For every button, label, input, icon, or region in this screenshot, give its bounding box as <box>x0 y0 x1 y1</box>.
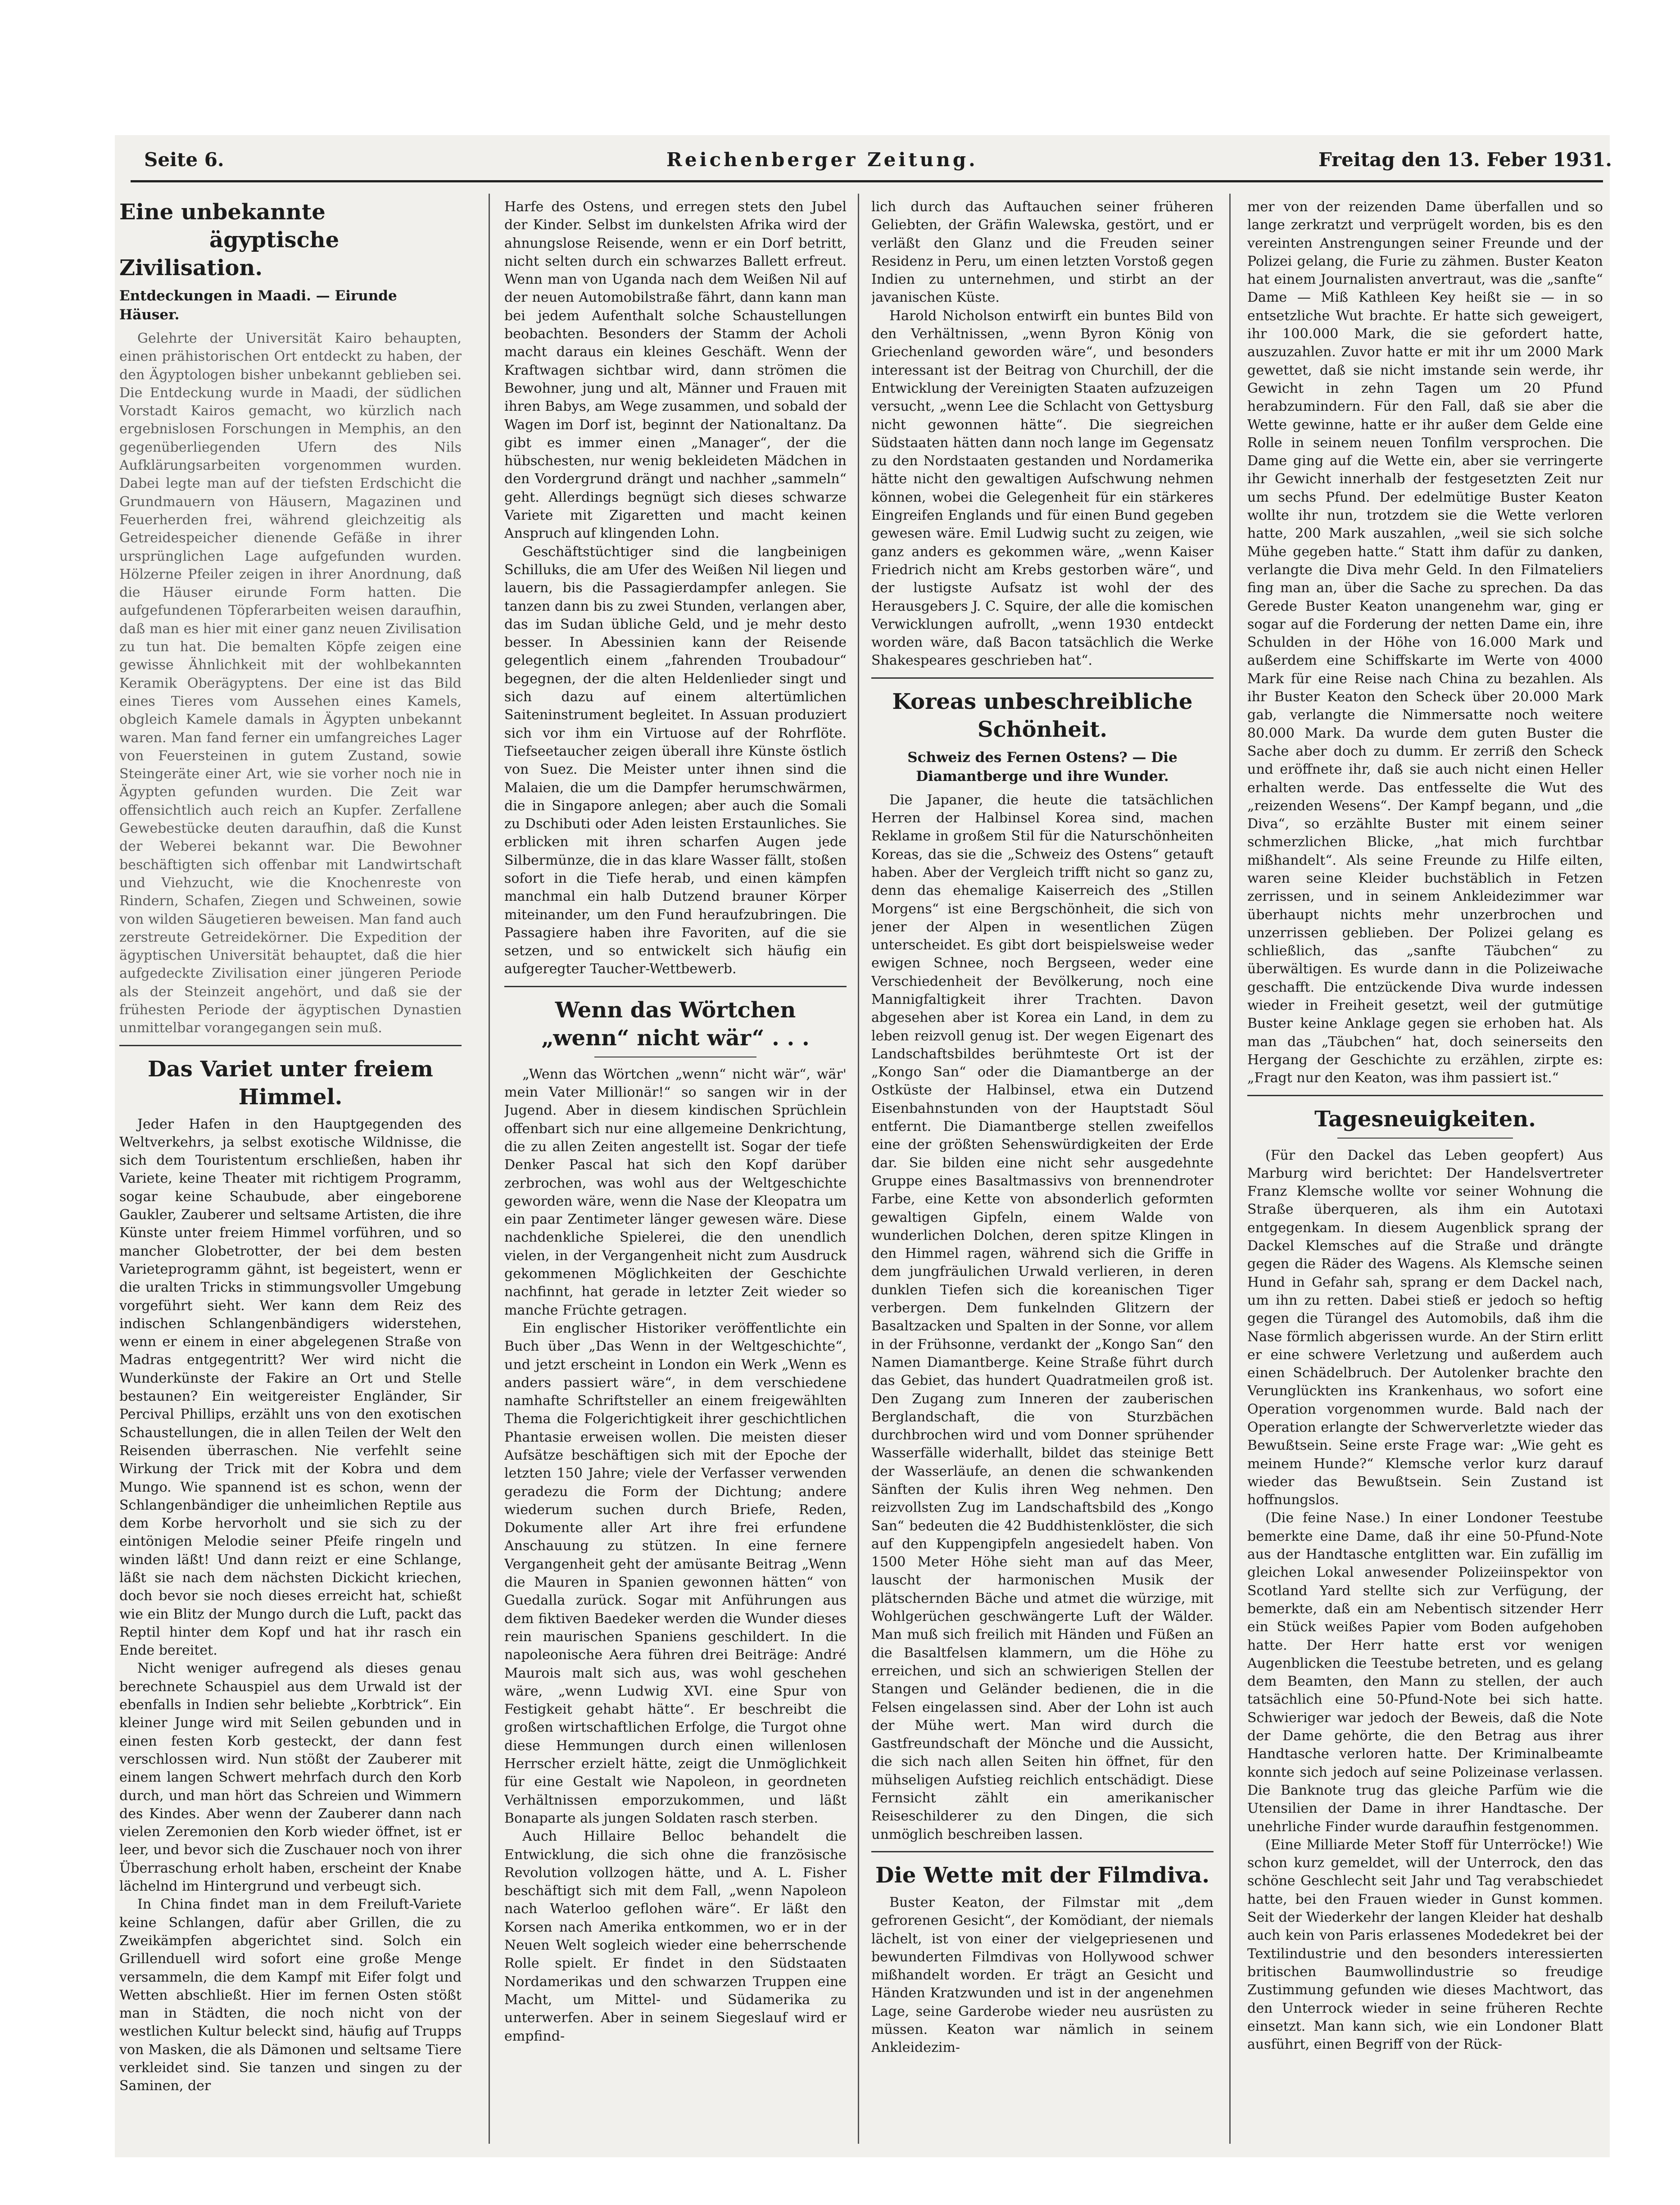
article-title-variet: Das Variet unter freiem Himmel. <box>148 1056 433 1110</box>
page-number: Seite 6. <box>144 149 224 171</box>
article-title-line: Eine unbekannte <box>119 200 326 225</box>
article-paragraph: Geschäftstüchtiger sind die langbeinigen Schilluks, die am Ufer des Weißen Nil liegen und lauern, bis die Passagierdampfer anlegen. Sie tanzen dann bis zu zwei Stunden, verlangen aber, das im Sudan übliche Geld, und je mehr desto besser. In Abessinien kann der Reisende gelegentlich einem „fahrenden Troubadour“ begegnen, der die alten Heldenlieder singt und sich dazu auf einem altertümlichen Saiteninstrument begleitet. In Assuan produziert sich vor ihm ein Virtuose auf der Rohrflöte. Tiefseetaucher zeigen überall ihre Künste östlich von Suez. Die Meister unter ihnen sind die Malaien, die um die Dampfer herumschwärmen, die in Singapore anlegen; aber auch die Somali zu Dschibuti oder Aden leisten Erstaunliches. Sie erblicken mit ihren scharfen Augen jede Silbermünze, die in das klare Wasser fällt, stoßen sofort in die Tiefe herab, und einen kämpfen manchmal ein halb Dutzend brauner Körper miteinander, um den Fund heraufzubringen. Die Passagiere haben ihre Favoriten, auf die sie setzen, und so entwickelt sich häufig ein aufgeregter Taucher-Wettbewerb. <box>504 544 847 977</box>
page-header <box>144 149 1612 176</box>
article-paragraph: Harold Nicholson entwirft ein buntes Bild von den Verhältnissen, „wenn Byron König von Griechenland geworden wäre“, und besonders interessant ist der Beitrag von Churchill, der die Entwicklung der Vereinigten Staaten aufzuzeigen versucht, „wenn Lee die Schlacht von Gettysburg nicht gewonnen hätte“. Die siegreichen Südstaaten hätten dann noch lange im Gegensatz zu den Nordstaaten gestanden und Nordamerika hätte nicht den gewaltigen Aufschwung nehmen können, wobei die Gelegenheit für ein stärkeres Eingreifen Englands und für einen Bund gegeben gewesen wäre. Emil Ludwig sucht zu zeigen, wie ganz anders es gekommen wäre, „wenn Kaiser Friedrich nicht am Krebs gestorben wäre“, und der lustigste Aufsatz ist wohl der des Herausgebers J. C. Squire, der alle die komischen Verwicklungen aufrollt, „wenn 1930 entdeckt worden wäre, daß Bacon tatsächlich die Werke Shakespeares geschrieben hat“. <box>871 308 1214 669</box>
article-paragraph: Gelehrte der Universität Kairo behaupten, einen prähistorischen Ort entdeckt zu haben, der den Ägyptologen bisher unbekannt geblieben sei. Die Entdeckung wurde in Maadi, der südlichen Vorstadt Kairos gemacht, wo kürzlich nach ergebnislosen Forschungen in Memphis, an den gegenüberliegenden Ufern des Nils Aufklärungsarbeiten vorgenommen wurden. Dabei legte man auf der tiefsten Erdschicht die Grundmauern von Häusern, Magazinen und Feuerherden frei, während gleichzeitig als Getreidespeicher dienende Gefäße in ihrer ursprünglichen Lage aufgefunden wurden. Hölzerne Pfeiler zeigen in ihrer Anordnung, daß die Häuser eirunde Form hatten. Die aufgefundenen Töpferarbeiten weisen daraufhin, daß man es hier mit einer ganz neuen Zivilisation zu tun hat. Die bemalten Köpfe zeigen eine gewisse Ähnlichkeit mit der wohlbekannten Keramik Oberägyptens. Der eine ist das Bild eines Tieres vom Aussehen eines Kamels, obgleich Kamele damals in Ägypten unbekannt waren. Man fand ferner ein umfangreiches Lager von Feuersteinen in gutem Zustand, sowie Steingeräte einer Art, wie sie vorher noch nie in Ägypten gefunden wurden. Die Zeit war offensichtlich auch reich an Kupfer. Zerfallene Gewebestücke deuten daraufhin, daß die Kunst der Weberei bekannt war. Die Bewohner beschäftigten sich offenbar mit Landwirtschaft und Viehzucht, wie die Knochenreste von Rindern, Schafen, Ziegen und Schweinen, sowie von wilden Säugetieren beweisen. Man fand auch zerstreute Getreidekörner. Die Expedition der ägyptischen Universität behauptet, daß die hier aufgedeckte Zivilisation einer jüngeren Periode als der Steinzeit angehört, und daß sie der frühesten Periode der ägyptischen Dynastien unmittelbar vorangegangen sein muß. <box>119 331 462 1036</box>
title-underline <box>1337 1138 1513 1139</box>
article-woertchen-continued <box>871 198 1214 670</box>
column-2 <box>504 198 847 2144</box>
article-paragraph: Ein englischer Historiker veröffentlichte ein Buch über „Das Wenn in der Weltgeschichte“, und jetzt erscheint in London ein Werk „Wenn es anders passiert wäre“, in dem verschiedene namhafte Schriftsteller an einem freigewählten Thema die Folgerichtigkeit ihrer geschichtlichen Phantasie erweisen wollen. Die meisten dieser Aufsätze beschäftigen sich mit der Epoche der letzten 150 Jahre; viele der Verfasser verwenden geradezu die Form der Dichtung; andere wiederum suchen durch Briefe, Reden, Dokumente aller Art ihre frei erfundene Anschauung zu stützen. In eine fernere Vergangenheit geht der amüsante Beitrag „Wenn die Mauren in Spanien gewonnen hätten“ von Guedalla zurück. Sogar mit Anführungen aus dem fiktiven Baedeker werden die Wunder dieses rein maurischen Spaniens geschildert. In die napoleonische Aera führen drei Beiträge: André Maurois malt sich aus, was wohl geschehen wäre, „wenn Ludwig XVI. eine Spur von Festigkeit gehabt hätte“. Er beschreibt die großen wirtschaftlichen Erfolge, die Turgot ohne diese Hemmungen durch einen willenlosen Herrscher erzielt hätte, zeigt die Unmöglichkeit für eine Gestalt wie Napoleon, in geordneten Verhältnissen emporzukommen, und läßt Bonaparte als jungen Soldaten rasch sterben. <box>504 1320 847 1826</box>
column-divider <box>858 194 859 2144</box>
column-3 <box>871 198 1214 2144</box>
article-title-aegypten <box>119 198 462 282</box>
column-divider <box>489 194 490 2144</box>
article-paragraph: mer von der reizenden Dame überfallen und so lange zerkratzt und verprügelt worden, bis es den vereinten Anstrengungen seiner Freunde und der Polizei gelang, die Furie zu zähmen. Buster Keaton hat einem Journalisten anvertraut, was die „sanfte“ Dame — Miß Kathleen Key heißt sie — in so entsetzliche Wut brachte. Er hatte sich geweigert, ihr 100.000 Mark, die sie gefordert hatte, auszuzahlen. Zuvor hatte er mit ihr um 2000 Mark gewettet, daß sie nicht imstande sein werde, ihr Gewicht in zehn Tagen um 20 Pfund herabzumindern. Für den Fall, daß sie aber die Wette gewinne, hatte er ihr außer dem Gelde eine Rolle in seinem neuen Tonfilm versprochen. Die Dame ging auf die Wette ein, aber sie verringerte ihr Gewicht innerhalb der festgesetzten Zeit nur um sechs Pfund. Der edelmütige Buster Keaton wollte ihr nun, trotzdem sie die Wette verloren hatte, 200 Mark auszahlen, „weil sie sich solche Mühe gegeben hatte.“ Statt ihm dafür zu danken, verlangte die Diva mehr Geld. In den Filmateliers fing man an, über die Sache zu sprechen. Da das Gerede Buster Keaton unangenehm war, ging er sogar auf die Forderung der netten Dame ein, ihre Schulden in der Höhe von 16.000 Mark und außerdem eine Schiffskarte im Werte von 4000 Mark für eine Reise nach China zu bezahlen. Als ihr Buster Keaton den Scheck über 20.000 Mark gab, verlangte die Nimmersatte noch weitere 80.000 Mark. Da wurde dem guten Buster die Sache aber doch zu dumm. Er zerriß den Scheck und eröffnete ihr, daß sie auch nicht einen Heller erhalten werde. Das entfesselte die Wut des „reizenden Wesens“. Der Kampf begann, und „die Diva“, so erzählte Buster mit einem seiner schmerzlichen Blicke, „hat mich furchtbar mißhandelt“. Als seine Freunde zu Hilfe eilten, waren seine Kleider buchstäblich in Fetzen zerrissen, und in seinem Ankleidezimmer war überhaupt nichts mehr unzerbrochen und unzerrissen geblieben. Der Polizei gelang es schließlich, das „sanfte Täubchen“ zu überwältigen. Es wurde dann in die Polizeiwache geschafft. Die entzückende Diva wurde indessen wieder in Freiheit gesetzt, weil der gutmütige Buster keine Anklage gegen sie erhoben hat. Als man das „Täubchen“ hat, doch seinerseits den Hergang der Geschichte zu erzählen, zirpte es: „Fragt nur den Keaton, was ihm passiert ist.“ <box>1247 199 1603 1086</box>
article-title-line: Wenn das Wörtchen <box>555 997 796 1023</box>
article-title-line: „wenn“ nicht wär“ . . . <box>541 1025 810 1051</box>
news-item: (Für den Dackel das Leben geopfert) Aus Marburg wird berichtet: Der Handelsvertreter Franz Klemsche wollte vor seiner Wohnung die Straße überqueren, als ihm ein Autotaxi entgegenkam. In diesem Augenblick sprang der Dackel Klemsches auf die Straße und drängte gegen die Räder des Wagens. Als Klemsche seinen Hund in Gefahr sah, sprang er dem Dackel nach, um ihn zu retten. Dabei stieß er jedoch so heftig gegen die Türangel des Automobils, daß ihm die Nase förmlich abgerissen wurde. An der Stirn erlitt er eine schwere Verletzung und außerdem auch einen Schädelbruch. Der Autolenker brachte den Verunglückten ins Krankenhaus, wo sofort eine Operation vorgenommen wurde. Bald nach der Operation erlangte der Schwerverletzte wieder das Bewußtsein. Seine erste Frage war: „Wie geht es meinem Hunde?“ Klemsche verlor kurz darauf wieder das Bewußtsein. Sein Zustand ist hoffnungslos. <box>1247 1147 1603 1508</box>
article-wette <box>871 1861 1214 2057</box>
article-paragraph: „Wenn das Wörtchen „wenn“ nicht wär“, wär' mein Vater Millionär!“ so sangen wir in der Jugend. Aber in diesem kindischen Sprüchlein offenbart sich nur eine allgemeine Denkrichtung, die zu allen Zeiten angestellt ist. Sogar der tiefe Denker Pascal hat sich den Kopf darüber zerbrochen, was wohl aus der Weltgeschichte geworden wäre, wenn die Nase der Kleopatra um ein paar Zentimeter länger gewesen wäre. Diese nachdenkliche Spielerei, die den unendlich vielen, in der Vergangenheit nicht zum Ausdruck gekommenen Möglichkeiten der Geschichte nachfinnt, hat gerade in letzter Zeit wieder so manche Früchte getragen. <box>504 1066 847 1318</box>
news-item: (Die feine Nase.) In einer Londoner Teestube bemerkte eine Dame, daß ihr eine 50-Pfund-Note aus der Handtasche entglitten war. Ein zufällig im gleichen Lokal anwesender Polizeiinspektor von Scotland Yard stellte sich zur Verfügung, der bemerkte, daß ein am Nebentisch sitzender Herr ein Stück weißes Papier vom Boden aufgehoben hatte. Der Herr hatte erst vor wenigen Augenblicken die Teestube betreten, und es gelang dem Beamten, den Mann zu stellen, der auch tatsächlich eine 50-Pfund-Note bei sich hatte. Schwieriger war jedoch der Beweis, daß die Note der Dame gehörte, die den Betrag aus ihrer Handtasche verloren hatte. Der Kriminalbeamte konnte sich jedoch auf seine Polizeinase verlassen. Die Banknote trug das gleiche Parfüm wie die Utensilien der Dame in ihrer Handtasche. Der unehrliche Finder wurde daraufhin festgenommen. <box>1247 1510 1603 1835</box>
article-paragraph: In China findet man in dem Freiluft-Variete keine Schlangen, dafür aber Grillen, die zu Zweikämpfen abgerichtet sind. Solch ein Grillenduell wird sofort eine große Menge versammeln, die dem Kampf mit Eifer folgt und Wetten abschließt. Hier im fernen Osten stößt man in Städten, die noch nicht von der westlichen Kultur beleckt sind, häufig auf Trupps von Masken, die als Dämonen und seltsame Tiere verkleidet sind. Sie tanzen und singen zu der Saminen, der <box>119 1896 462 2094</box>
article-title-tagesneuigkeiten: Tagesneuigkeiten. <box>1314 1106 1536 1132</box>
article-subtitle: Entdeckungen in Maadi. — Eirunde Häuser. <box>119 288 397 323</box>
newspaper-title: Reichenberger Zeitung. <box>666 149 978 171</box>
article-paragraph: Jeder Hafen in den Hauptgegenden des Weltverkehrs, ja selbst exotische Wildnisse, die sich dem Touristentum erschließen, haben ihr Variete, keine Theater mit richtigem Programm, sogar keine Schaubude, aber eingeborene Gaukler, Zauberer und seltsame Artisten, die ihre Künste unter freiem Himmel vorführen, und so mancher Globetrotter, der bei dem besten Varieteprogramm gähnt, ist begeistert, wenn er die uralten Tricks in stimmungsvoller Umgebung vorgeführt sieht. Wer kann dem Reiz des indischen Schlangenbändigers widerstehen, wenn er einem in einer abgelegenen Straße von Madras entgegentritt? Wer wird nicht die Wunderkünste der Fakire an Ort und Stelle bestaunen? Ein weitgereister Engländer, Sir Percival Phillips, erzählt uns von den exotischen Schaustellungen, die in allen Teilen der Welt den Reisenden überraschen. Nie verfehlt seine Wirkung der Trick mit der Kobra und dem Mungo. Wie spannend ist es schon, wenn der Schlangenbändiger die unheimlichen Reptile aus dem Korbe hervorholt und sie sich zu der eintönigen Melodie seiner Pfeife ringeln und winden läßt! Und dann reizt er eine Schlange, läßt sie nach dem nächsten Dickicht kriechen, doch bevor sie noch dieses erreicht hat, schießt wie ein Blitz der Mungo durch die Luft, packt das Reptil hinter dem Kopf und hat ihr rasch ein Ende bereitet. <box>119 1116 462 1659</box>
article-paragraph: Nicht weniger aufregend als dieses genau berechnete Schauspiel aus dem Urwald ist der ebenfalls in Indien sehr beliebte „Korbtrick“. Ein kleiner Junge wird mit Seilen gebunden und in einen festen Korb gesteckt, der dann fest verschlossen wird. Nun stößt der Zauberer mit einem langen Schwert mehrfach durch den Korb durch, und man hört das Schreien und Wimmern des Kindes. Aber wenn der Zauberer dann nach vielen Zeremonien den Korb wieder öffnet, ist er leer, und bevor sich die Zuschauer noch von ihrer Überraschung erholt haben, erscheint der Knabe lächelnd im Hintergrund und verbeugt sich. <box>119 1661 462 1895</box>
issue-date: Freitag den 13. Feber 1931. <box>1318 149 1612 171</box>
article-separator <box>1247 1095 1603 1096</box>
article-subtitle-line: Schweiz des Fernen Ostens? — Die <box>907 749 1177 766</box>
column-1 <box>119 198 462 2144</box>
article-separator <box>871 677 1214 679</box>
article-paragraph: lich durch das Auftauchen seiner früheren Geliebten, der Gräfin Walewska, gestört, und er verläßt den Glanz und die Freuden seiner Residenz in Peru, um einen letzten Vorstoß gegen Indien zu unternehmen, und stirbt an der javanischen Küste. <box>871 199 1214 306</box>
article-title-woertchen <box>504 996 847 1052</box>
column-divider <box>1229 194 1231 2144</box>
article-paragraph: Buster Keaton, der Filmstar mit „dem gefrorenen Gesicht“, der Komödiant, der niemals lächelt, ist von einer der vielgepriesenen und bewunderten Filmdivas von Hollywood schwer mißhandelt worden. Er trägt an Gesicht und Händen Kratzwunden und ist in der angenehmen Lage, seine Garderobe wieder neu ausrüsten zu müssen. Keaton war nämlich in seinem Ankleidezim- <box>871 1894 1214 2056</box>
article-paragraph: Auch Hillaire Belloc behandelt die Entwicklung, die sich ohne die französische Revolution vollzogen hätte, und A. L. Fisher beschäftigt sich mit dem Fall, „wenn Napoleon nach Waterloo geflohen wäre“. Er läßt den Korsen nach Amerika entkommen, wo er in der Neuen Welt sogleich wieder eine beherrschende Rolle spielt. Er findet in den Südstaaten Nordamerikas und den schwarzen Truppen eine Macht, um Mittel- und Südamerika zu unterwerfen. Aber in seinem Siegeslauf wird er empfind- <box>504 1828 847 2044</box>
article-title-korea: Koreas unbeschreibliche Schönheit. <box>892 689 1193 742</box>
article-variet-continued <box>504 198 847 979</box>
article-separator <box>871 1851 1214 1852</box>
article-separator <box>119 1045 462 1046</box>
header-rule <box>131 180 1603 182</box>
article-tagesneuigkeiten <box>1247 1105 1603 2054</box>
article-subtitle-line: Diamantberge und ihre Wunder. <box>916 768 1169 785</box>
article-aegypten <box>119 198 462 1038</box>
article-variet <box>119 1055 462 2096</box>
article-korea <box>871 688 1214 1844</box>
article-paragraph: Die Japaner, die heute die tatsächlichen Herren der Halbinsel Korea sind, machen Reklame in großem Stil für die Naturschönheiten Koreas, das sie die „Schweiz des Ostens“ getauft haben. Aber der Vergleich trifft nicht so ganz zu, denn das ehemalige Kaiserreich des „Stillen Morgens“ ist eine Bergschönheit, die sich von jener der Alpen in wesentlichen Zügen unterscheidet. Es gibt dort beispielsweise weder ewigen Schnee, noch Bergseen, weder eine Verschiedenheit der Bevölkerung, noch eine Mannigfaltigkeit ihrer Trachten. Davon abgesehen aber ist Korea ein Land, in dem zu leben reizvoll genug ist. Der wegen Eigenart des Landschaftsbildes berühmteste Ort ist der „Kongo San“ oder die Diamantberge an der Ostküste der Halbinsel, etwa ein Dutzend Eisenbahnstunden von der Hauptstadt Söul entfernt. Die Diamantberge stellen zweifellos eine der größten Sehenswürdigkeiten der Erde dar. Sie bilden eine nicht sehr ausgedehnte Gruppe eines Basaltmassivs von brennendroter Farbe, eine Kette von absonderlich geformten gewaltigen Gipfeln, einem Walde von wunderlichen Dolchen, deren spitze Klingen in den Himmel ragen, während sich die Griffe in dem jungfräulichen Urwald verlieren, in deren dunklen Tiefen sich die koreanischen Tiger verbergen. Dem funkelnden Glitzern der Basaltzacken und Spalten in der Sonne, vor allem in der Frühsonne, verdankt der „Kongo San“ den Namen Diamantberge. Keine Straße führt durch das Gebiet, das hundert Quadratmeilen groß ist. Den Zugang zum Inneren der zauberischen Berglandschaft, die von Sturzbächen durchbrochen wird und vom Donner sprühender Wasserfälle widerhallt, bildet das steinige Bett der Wasserläufe, an denen die schwankenden Sänften der Kulis ihren Weg nehmen. Den reizvollsten Zug im Landschaftsbild des „Kongo San“ bedeuten die 42 Buddhistenklöster, die sich auf den Kuppengipfeln angesiedelt haben. Von 1500 Meter Höhe sieht man auf das Meer, lauscht der harmonischen Musik der plätschernden Bäche und atmet die würzige, mit Wohlgerüchen geschwängerte Luft der Wälder. Man muß sich freilich mit Händen und Füßen an die Basaltfelsen klammern, um die Höhe zu erreichen, und sich an schwierigen Stellen der Stangen und Geländer bedienen, die in die Felsen eingelassen sind. Aber der Lohn ist auch der Mühe wert. Man wird durch die Gastfreundschaft der Mönche und die Aussicht, die sich nach allen Seiten hin öffnet, für den mühseligen Aufstieg reichlich entschädigt. Diese Fernsicht zählt ein amerikanischer Reiseschilderer zu den Dingen, die sich unmöglich beschreiben lassen. <box>871 792 1214 1842</box>
article-wette-continued <box>1247 198 1603 1088</box>
article-woertchen <box>504 996 847 2046</box>
news-item: (Eine Milliarde Meter Stoff für Unterröcke!) Wie schon kurz gemeldet, will der Unterrock, den das schöne Geschlecht seit Jahr und Tag verabschiedet hatte, bei den Frauen wieder in Gunst kommen. Seit der Wiederkehr der langen Kleider hat deshalb auch kein von Paris erlassenes Modedekret bei der Textilindustrie und den besonders interessierten britischen Baumwollindustrie so freudige Zustimmung gefunden wie dieses Machtwort, das den Unterrock wieder in seine früheren Rechte einsetzt. Man kann sich, wie ein Londoner Blatt ausführt, einen Begriff von der Rück- <box>1247 1837 1603 2053</box>
column-4 <box>1247 198 1603 2144</box>
article-title-wette: Die Wette mit der Filmdiva. <box>875 1862 1210 1888</box>
article-title-line: ägyptische Zivilisation. <box>119 227 340 281</box>
article-subtitle <box>871 748 1214 786</box>
article-paragraph: Harfe des Ostens, und erregen stets den Jubel der Kinder. Selbst im dunkelsten Afrika wird der ahnungslose Reisende, wenn er ein Dorf betritt, nicht selten durch ein schwarzes Ballett erfreut. Wenn man von Uganda nach dem Weißen Nil auf der neuen Automobilstraße fährt, dann kann man bei jedem Aufenthalt solche Schaustellungen beobachten. Besonders der Stamm der Acholi macht daraus ein kleines Geschäft. Wenn der Kraftwagen sichtbar wird, dann strömen die Bewohner, jung und alt, Männer und Frauen mit ihren Babys, am Wege zusammen, und sobald der Wagen im Dorf ist, beginnt der Nationaltanz. Da gibt es immer einen „Manager“, der die hübschesten, nur wenig bekleideten Mädchen in den Vordergrund drängt und nachher „sammeln“ geht. Allerdings begnügt sich dieses schwarze Variete mit Zigaretten und macht keinen Anspruch auf klingenden Lohn. <box>504 199 847 542</box>
article-separator <box>504 986 847 987</box>
